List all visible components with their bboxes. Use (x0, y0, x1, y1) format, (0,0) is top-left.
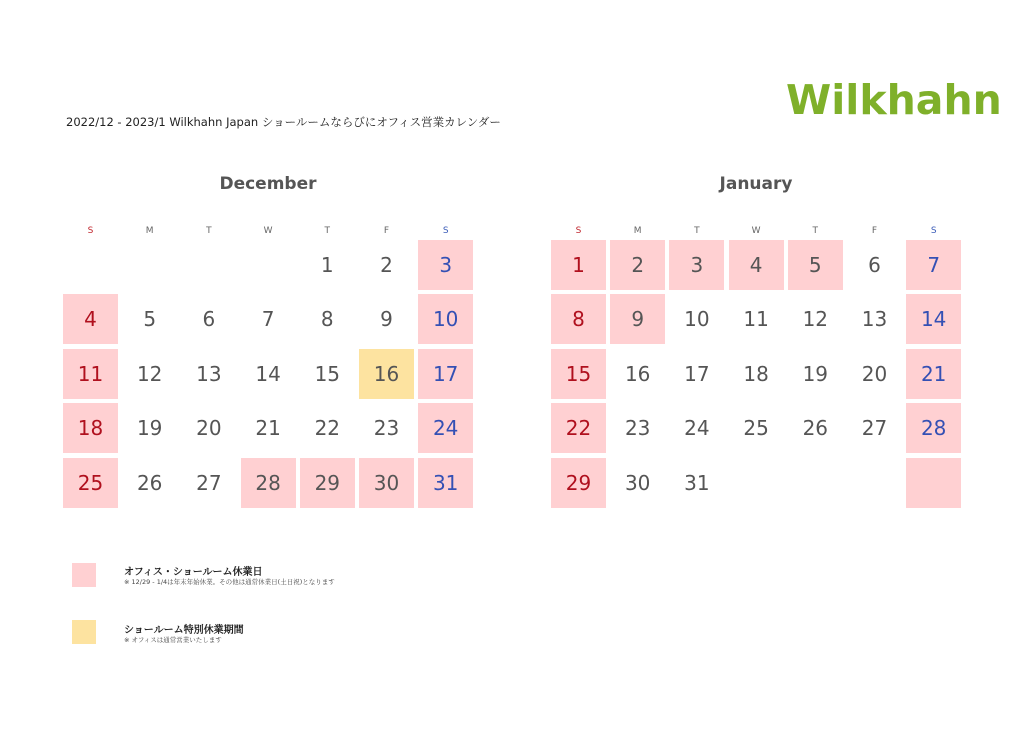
calendar-day: 6 (868, 253, 881, 277)
calendar-day: 31 (684, 470, 710, 495)
calendar-day: 5 (143, 307, 157, 332)
calendar-day: 12 (136, 361, 163, 386)
calendar-day: 9 (380, 307, 393, 332)
weekday-header: S (87, 226, 94, 236)
calendar-day: 25 (743, 416, 769, 441)
calendar-day: 19 (136, 416, 163, 441)
weekday-header: S (575, 226, 582, 236)
weekday-header: M (633, 226, 642, 236)
calendar-day: 22 (314, 416, 341, 441)
calendar-day: 27 (196, 470, 222, 495)
calendar-day: 14 (906, 294, 961, 344)
calendar-day: 12 (802, 307, 829, 332)
weekday-header: T (812, 226, 819, 236)
calendar-day: 7 (261, 307, 275, 332)
calendar-day: 28 (241, 458, 296, 508)
calendar-day: 2 (610, 240, 665, 290)
calendar-day: 11 (63, 349, 118, 399)
calendar-day: 13 (861, 307, 888, 332)
weekday-header: T (206, 226, 212, 236)
wilkhahn-logo: Wilkhahn (786, 76, 1002, 124)
legend-special-title: ショールーム特別休業期間 (124, 625, 244, 636)
calendar-day: 26 (136, 470, 163, 495)
calendar-day: 30 (359, 458, 414, 508)
calendar-blank-holiday (906, 458, 961, 508)
calendar-day: 21 (255, 416, 281, 441)
legend-holiday-swatch (72, 563, 96, 587)
calendar-day: 17 (418, 349, 473, 399)
legend-holiday-note: ※ 12/29 - 1/4は年末年始休業。その他は通常休業日(土日祝)となります (124, 578, 335, 586)
calendar-day: 15 (314, 361, 341, 386)
calendar-day: 23 (624, 416, 651, 441)
calendar-day: 25 (63, 458, 118, 508)
calendar-day: 11 (743, 307, 769, 332)
calendar-day: 6 (202, 307, 216, 332)
calendar-day: 29 (551, 458, 606, 508)
calendar-day: 4 (63, 294, 118, 344)
calendar-day: 16 (624, 361, 651, 386)
weekday-header: S (442, 226, 449, 236)
calendar-day: 21 (906, 349, 961, 399)
legend-special-swatch (72, 620, 96, 644)
calendar-day: 8 (320, 307, 334, 332)
page-title: 2022/12 - 2023/1 Wilkhahn Japan ショールームならびにオフィス営業カレンダー (66, 115, 501, 129)
calendar-day: 7 (906, 240, 961, 290)
calendar-day: 29 (300, 458, 355, 508)
calendar-day: 4 (729, 240, 784, 290)
weekday-header: S (930, 226, 937, 236)
calendar-day: 31 (418, 458, 473, 508)
calendar-day: 23 (373, 416, 400, 441)
weekday-header: T (324, 226, 331, 236)
calendar-day: 14 (255, 361, 281, 386)
calendar-day: 16 (359, 349, 414, 399)
calendar-day: 24 (418, 403, 473, 453)
calendar-day: 20 (196, 416, 222, 441)
month-title: December (219, 174, 317, 194)
calendar-day: 10 (418, 294, 473, 344)
calendar-day: 5 (788, 240, 843, 290)
calendar-day: 3 (418, 240, 473, 290)
legend-special-note: ※ オフィスは通常営業いたします (124, 636, 222, 644)
calendar-day: 27 (861, 416, 888, 441)
calendar-day: 1 (320, 253, 334, 277)
calendar-day: 8 (551, 294, 606, 344)
calendar-day: 1 (551, 240, 606, 290)
calendar-day: 22 (551, 403, 606, 453)
calendar-day: 18 (743, 361, 769, 386)
calendar-day: 28 (906, 403, 961, 453)
calendar-day: 2 (380, 253, 393, 277)
month-title: January (719, 174, 793, 194)
weekday-header: M (145, 226, 154, 236)
calendar-day: 19 (802, 361, 829, 386)
calendar-day: 9 (610, 294, 665, 344)
calendar-day: 20 (861, 361, 888, 386)
calendar-day: 3 (669, 240, 724, 290)
legend-holiday-title: オフィス・ショールーム休業日 (124, 567, 263, 578)
weekday-header: W (263, 226, 273, 236)
calendar-day: 26 (802, 416, 829, 441)
weekday-header: W (751, 226, 761, 236)
calendar-day: 30 (624, 470, 651, 495)
weekday-header: T (694, 226, 700, 236)
weekday-header: F (383, 226, 390, 236)
calendar-day: 24 (684, 416, 710, 441)
calendar-day: 15 (551, 349, 606, 399)
calendar-day: 17 (684, 361, 710, 386)
calendar-day: 10 (684, 307, 710, 332)
calendar-day: 18 (63, 403, 118, 453)
calendar-day: 13 (196, 361, 222, 386)
weekday-header: F (871, 226, 878, 236)
